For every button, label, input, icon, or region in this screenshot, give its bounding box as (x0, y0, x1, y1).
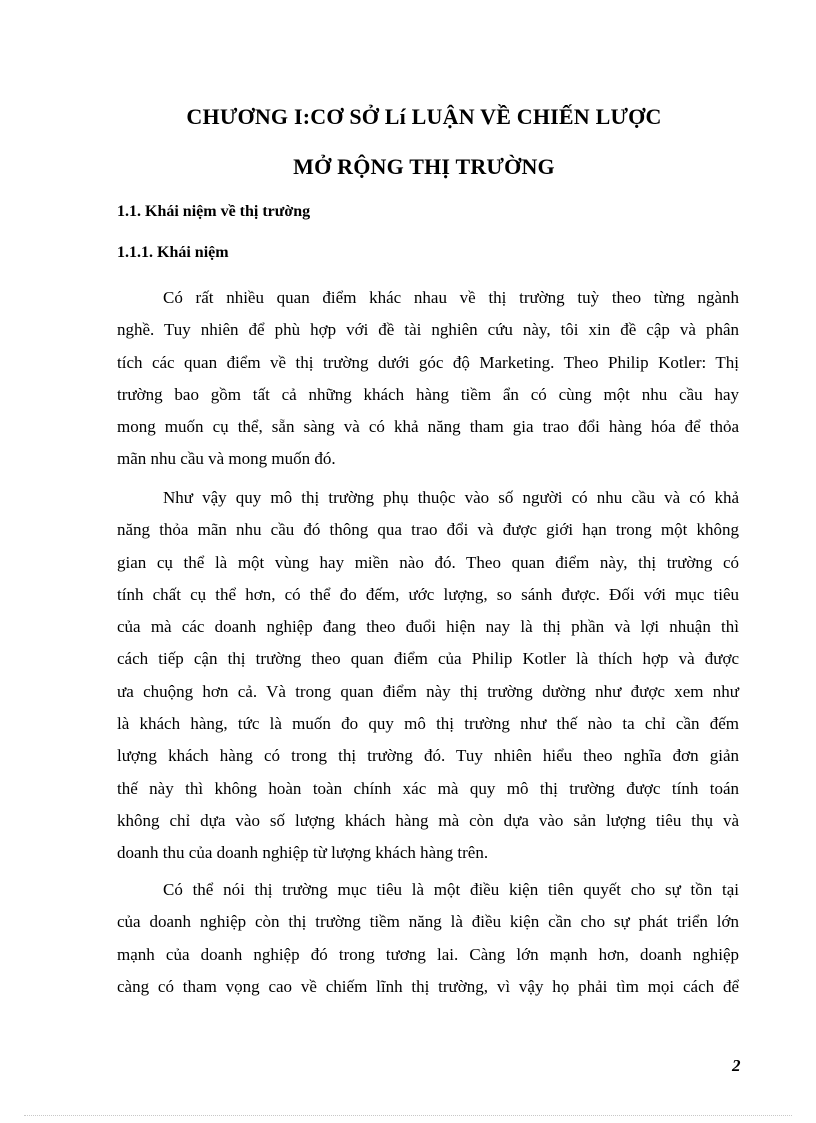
paragraph-line: Như vậy quy mô thị trường phụ thuộc vào số người có nhu cầu và có khả (163, 488, 739, 507)
paragraph-line: mãn nhu cầu và mong muốn đó. (117, 449, 336, 469)
section-heading-1-1: 1.1. Khái niệm về thị trường (117, 203, 311, 220)
paragraph-1 (117, 282, 739, 476)
chapter-title-line-1: CHƯƠNG I:CƠ SỞ Lí LUẬN VỀ CHIẾN LƯỢC (186, 104, 662, 129)
paragraph-line: trường bao gồm tất cả những khách hàng tiềm ẩn có cùng một nhu cầu hay (117, 384, 739, 404)
paragraph-line: là khách hàng, tức là muốn đo quy mô thị trường như thế nào ta chỉ cần đếm (117, 714, 739, 734)
paragraph-line: mong muốn cụ thể, sẵn sàng và có khả năng tham gia trao đổi hàng hóa để thỏa (117, 417, 739, 437)
page-number: 2 (732, 1056, 741, 1075)
paragraph-line: của mà các doanh nghiệp đang theo đuổi hiện nay là thị phần và lợi nhuận thì (117, 617, 739, 637)
paragraph-line: nghề. Tuy nhiên để phù hợp với đề tài nghiên cứu này, tôi xin đề cập và phân (117, 320, 739, 340)
paragraph-line: doanh thu của doanh nghiệp từ lượng khách hàng trên. (117, 843, 489, 863)
paragraph-line: Có rất nhiều quan điểm khác nhau về thị trường tuỳ theo từng ngành (163, 288, 739, 307)
paragraph-line: càng có tham vọng cao về chiếm lĩnh thị trường, vì vậy họ phải tìm mọi cách để (117, 976, 739, 996)
section-heading-1-1-1: 1.1.1. Khái niệm (117, 244, 229, 261)
page-bottom-divider (24, 1115, 792, 1116)
paragraph-line: thế này thì không hoàn toàn chính xác mà quy mô thị trường được tính toán (117, 778, 739, 798)
paragraph-line: năng thỏa mãn nhu cầu đó thông qua trao đổi và được giới hạn trong một không (117, 520, 739, 540)
paragraph-line: mạnh của doanh nghiệp đó trong tương lai. Càng lớn mạnh hơn, doanh nghiệp (117, 944, 739, 964)
paragraph-line: tính chất cụ thể hơn, có thể đo đếm, ước lượng, so sánh được. Đối với mục tiêu (117, 584, 739, 604)
paragraph-line: tích các quan điểm về thị trường dưới góc độ Marketing. Theo Philip Kotler: Thị (117, 352, 739, 372)
paragraph-line: gian cụ thể là một vùng hay miền nào đó. Theo quan điểm này, thị trường có (117, 552, 739, 572)
chapter-title-line-2: MỞ RỘNG THỊ TRƯỜNG (293, 154, 555, 179)
paragraph-line: của doanh nghiệp còn thị trường tiềm năng là điều kiện cần cho sự phát triển lớn (117, 912, 739, 932)
paragraph-line: lượng khách hàng có trong thị trường đó. Tuy nhiên hiểu theo nghĩa đơn giản (117, 746, 739, 766)
paragraph-line: không chỉ dựa vào số lượng khách hàng mà còn dựa vào sản lượng tiêu thụ và (117, 810, 739, 830)
paragraph-line: Có thể nói thị trường mục tiêu là một điều kiện tiên quyết cho sự tồn tại (163, 880, 739, 899)
paragraph-line: ưa chuộng hơn cả. Và trong quan điểm này thị trường dường như được xem như (117, 681, 739, 701)
paragraph-line: cách tiếp cận thị trường theo quan điểm của Philip Kotler là thích hợp và được (117, 649, 739, 669)
paragraph-3 (117, 874, 739, 1003)
paragraph-2 (117, 482, 739, 870)
